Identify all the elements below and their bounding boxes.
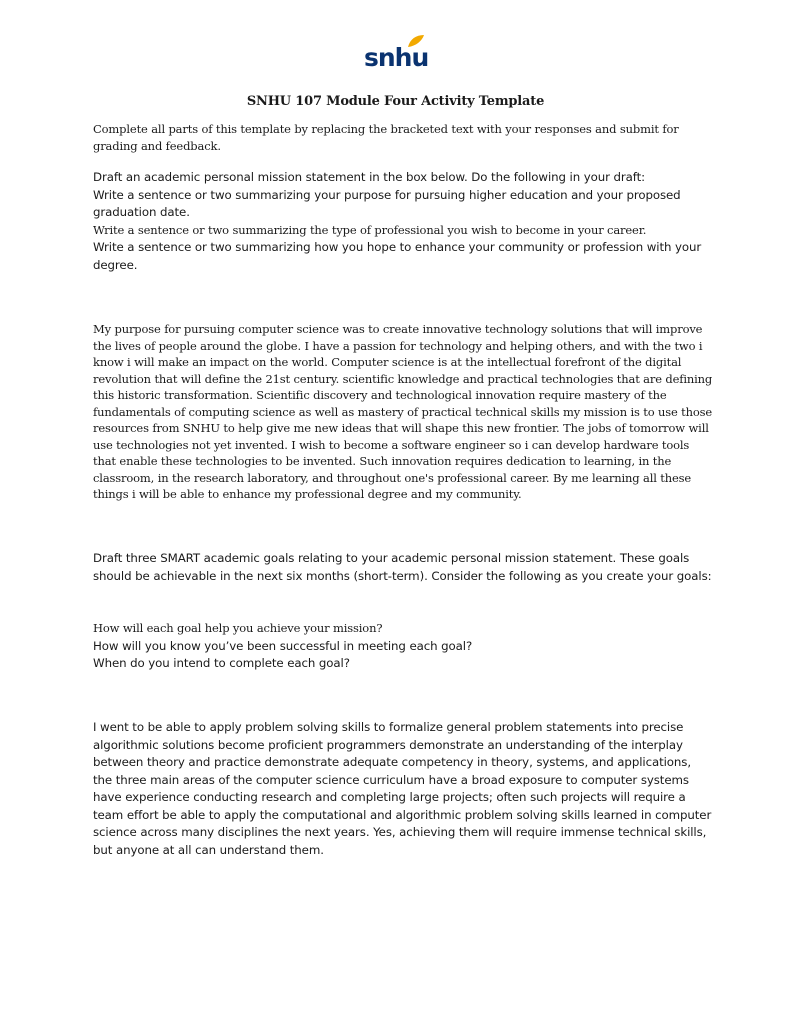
goals-prompt-questions xyxy=(93,620,713,673)
page-title: SNHU 107 Module Four Activity Template xyxy=(246,94,545,109)
goals-prompt-lead: Draft three SMART academic goals relating to your academic personal mission statement. These goals should be achievable in the next six months (short-term). Consider the following as you create your goals: xyxy=(93,551,712,583)
goals-prompt-item: How will each goal help you achieve your mission? xyxy=(93,621,383,635)
mission-prompt xyxy=(93,169,713,274)
snhu-logo xyxy=(364,34,429,74)
mission-prompt-item: Write a sentence or two summarizing your purpose for pursuing higher education and your proposed graduation date. xyxy=(93,187,681,219)
mission-prompt-lead: Draft an academic personal mission statement in the box below. Do the following in your draft: xyxy=(93,170,646,184)
mission-response: My purpose for pursuing computer science was to create innovative technology solutions that will improve the lives of people around the globe. I have a passion for technology and helping others, and with the two i know i will make an impact on the world. Computer science is at the intellectual forefront of the digital revolution that will define the 21st century. scientific knowledge and practical technologies that are defining this historic transformation. Scientific discovery and technological innovation require mastery of the fundamentals of computing science as well as mastery of practical technical skills my mission is to use those resources from SNHU to help give me new ideas that will shape this new frontier. The jobs of tomorrow will use technologies not yet invented. I wish to become a software engineer so i can develop hardware tools that enable these technologies to be invented. Such innovation requires dedication to learning, in the classroom, in the research laboratory, and throughout one's professional career. By me learning all these things i will be able to enhance my professional degree and my community. xyxy=(93,322,713,501)
goals-prompt-item: When do you intend to complete each goal? xyxy=(93,656,350,670)
goals-prompt-item: How will you know you’ve been successful in meeting each goal? xyxy=(93,638,473,653)
goals-response: I went to be able to apply problem solving skills to formalize general problem statements into precise algorithmic solutions become proficient programmers demonstrate an understanding of the interplay between theory and practice demonstrate adequate competency in theory, systems, and applications, the three main areas of the computer science curriculum have a broad exposure to computer systems have experience conducting research and completing large projects; often such projects will require a team effort be able to apply the computational and algorithmic problem solving skills learned in computer science across many disciplines the next years. Yes, achieving them will require immense technical skills, but anyone at all can understand them. xyxy=(93,720,712,857)
mission-prompt-item: Write a sentence or two summarizing the type of professional you wish to become in your career. xyxy=(93,222,647,237)
mission-prompt-item: Write a sentence or two summarizing how you hope to enhance your community or profession with your degree. xyxy=(93,240,702,272)
intro-text: Complete all parts of this template by replacing the bracketed text with your responses and submit for grading and feedback. xyxy=(93,122,679,153)
logo-wordmark: snhu xyxy=(364,43,429,72)
